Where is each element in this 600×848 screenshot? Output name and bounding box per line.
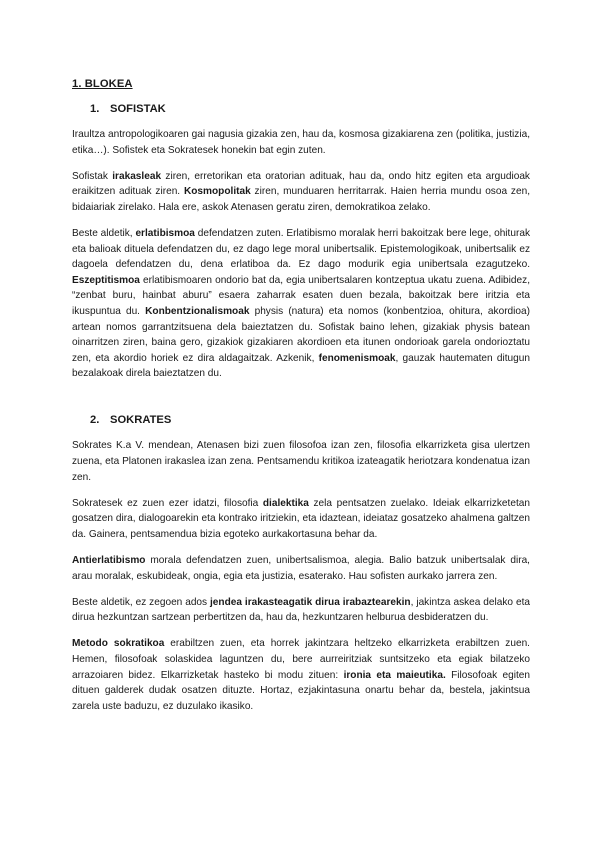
section-sofistak [72,103,530,382]
text-run: , jakintza askea delako eta dirua hezkuntzan sartzean perbertitzen da, hau da, hezkuntzaren helburua desbideratzen du. [72,596,530,624]
text-run: morala defendatzen zuen, unibertsalismoa, alegia. Balio batzuk unibertsalak dira, arau moralak, eskubideak, ongia, egia eta justizia, esaterako. Hau sofisten aurkako jarrera zen. [72,554,530,582]
text-run: Filosofoak egiten dituen galderek dudak osatzen dituzte. Hortaz, ezjakintasuna onartu behar da, bestela, jakintsua zarela uste baduzu, ez duzulako ikasiko. [72,669,530,712]
paragraph [72,553,530,584]
text-run: defendatzen zuten. Erlatibismo moralak herri bakoitzak bere lege, ohiturak eta balioak dituela defendatzen du, ez dago lege moral unibertsalik. Epistemologikoak, unibertsalik ez dagoela defendatzen du, dena erlatiboa da. Ez dago modurik egia unibertsala ezagutzeko. [72,227,530,271]
text-run: Sokrates K.a V. mendean, Atenasen bizi zuen filosofoa izan zen, filosofia elkarrizketa gisa ulertzen zuena, eta Platonen irakaslea izan zena. Pentsamendu kritikoa izateagatik heriotzara kondenatua izan zen. [72,440,530,483]
text-run: erabiltzen zuen, eta horrek jakintzara heltzeko elkarrizketa erabiltzen zuen. Hemen, filosofoak solaskidea laguntzen du, bere aurreiritziak suntsitzeko eta egiak bilatzeko arrazoiaren bidez. Elkarrizketak hasteko bi modu zituen: [72,638,530,681]
paragraph [72,595,530,626]
bold-term: Metodo sokratikoa [72,638,165,650]
bold-term: dialektika [262,497,309,509]
section-heading: SOFISTAK [110,103,166,115]
bold-term: ironia eta maieutika. [343,669,446,681]
text-run: Sofistak [72,170,113,182]
bold-term: irakasleak [112,170,162,182]
section-title [90,414,530,426]
text-run: Beste aldetik, [72,227,136,239]
section-sokrates [72,414,530,714]
section-number: 2. [90,414,100,427]
section-heading: SOKRATES [110,414,172,427]
section-spacer [72,392,530,414]
block-title: 1. BLOKEA [72,78,133,90]
bold-term: Eszeptitismoa [72,274,140,286]
text-run: Iraultza antropologikoaren gai nagusia gizakia zen, hau da, kosmosa gizakiarena zen (politika, justizia, etika…). Sofistek eta Sokratesek honekin bat egin zuten. [72,129,530,156]
paragraph [72,169,530,216]
paragraph [72,226,530,382]
text-run: zela pentsatzen zuelako. Ideiak elkarrizketetan gosatzen dira, dialogoarekin eta kontrako iritziekin, eta idaztean, ideiataz gosatzeko ahalmena galtzen da. Gainera, pentsamendua bizia egoteko aurkakortasuna behar da. [72,497,530,540]
bold-term: erlatibismoa [135,227,195,239]
paragraph [72,496,530,543]
text-run: Beste aldetik, ez zegoen ados [72,596,210,608]
text-run: , gauzak hautematen ditugun bezalakoak direla baieztatzen du. [72,352,530,380]
bold-term: Kosmopolitak [183,186,251,198]
bold-term: fenomenismoak [318,352,396,364]
paragraph [72,438,530,485]
text-run: physis (natura) eta nomos (konbentzioa, ohitura, akordioa) artean nomos garrantzitsuena dela baieztatzen du. Sofistak baino lehen, gizakiak physis batean oinarritzen ziren, baina gero, gizakiok gizakiaren akordioen eta itunen ondorioak garela ondorioztatu zen, eta akordio horiek ez dira aldagaitzak. Azkenik, [72,305,530,364]
text-run: Sokratesek ez zuen ezer idatzi, filosofia [72,497,263,509]
bold-term: Konbentzionalismoak [145,305,250,317]
bold-term: jendea irakasteagatik dirua irabaztearekin [210,596,411,608]
text-run: erlatibismoaren ondorio bat da, egia unibertsalaren kontzeptua ukatu zuena. Adibidez, “zenbat buru, hainbat aburu” esaera zaharrak esaten duen bezala, bakoitzak bere iritzia eta ikuspuntua du. [72,274,530,317]
paragraph [72,636,530,714]
paragraph [72,127,530,158]
section-number: 1. [90,103,100,115]
section-title [90,103,530,115]
bold-term: Antierlatibismo [72,554,146,566]
text-run: ziren, munduaren herritarrak. Haien herria mundu osoa zen, bidaiariak zirelako. Hala ere, askok Atenasen geratu ziren, demokratikoa zelako. [72,186,531,213]
text-run: ziren, erretorikan eta oratorian adituak, hau da, ondo hitz egiten eta argudioak eraikitzen adituak ziren. [72,170,530,198]
